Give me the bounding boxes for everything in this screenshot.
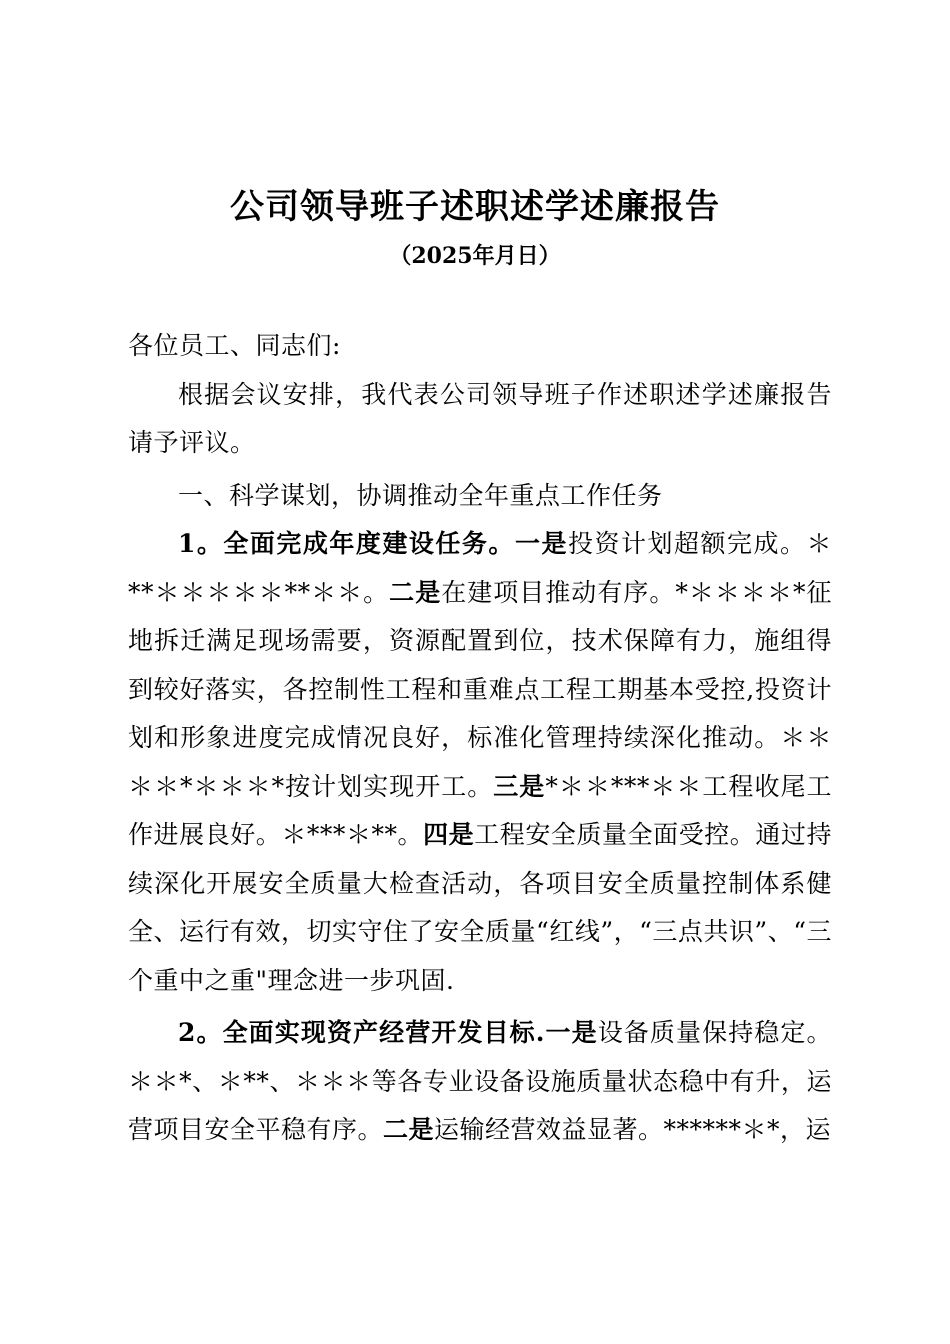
item-1-text-4: 工程安全质量全面受控。通过持续深化开展安全质量大检查活动，各项目安全质量控制体系健全、运行有效，切实守住了安全质量“红线”，“三点共识”、“三个重中之重"理念进一步巩固. xyxy=(128,820,832,995)
section-heading-1: 一、科学谋划，协调推动全年重点工作任务 xyxy=(178,480,663,510)
item-1-lead-1: 一是 xyxy=(514,529,568,558)
item-1-lead-3: 三是 xyxy=(493,771,546,801)
item-1-lead-4: 四是 xyxy=(423,820,475,849)
item-1-lead-2: 二是 xyxy=(389,577,442,607)
paragraph-item-2 xyxy=(128,1009,832,1155)
item-2-lead-2: 二是 xyxy=(383,1115,435,1144)
salutation: 各位员工、同志们: xyxy=(128,331,341,360)
item-2-text-1: 设备质量保持稳定。＊＊*、＊**、＊＊＊等各专业设备设施质量状态稳中有升，运营项目安全平稳有序。 xyxy=(128,1018,832,1144)
document-title: 公司领导班子述职述学述廉报告 xyxy=(230,187,720,227)
item-1-title: 1。全面完成年度建设任务。 xyxy=(178,529,515,558)
item-2-title: 2。全面实现资产经营开发目标. xyxy=(178,1018,545,1047)
item-1-text-2: 在建项目推动有序。*＊＊＊＊*征地拆迁满足现场需要，资源配置到位，技术保障有力，施组得到较好落实，各控制性工程和重难点工程工期基本受控,投资计划和形象进度完成情况良好，标准化管理持续深化推动。＊＊＊＊*＊＊＊*按计划实现开工。 xyxy=(128,577,832,801)
paragraph-item-1 xyxy=(128,520,832,1005)
item-2-text-2: 运输经营效益显著。******＊*，运 xyxy=(434,1115,832,1144)
item-2-lead-1: 一是 xyxy=(544,1018,598,1047)
item-1-text-1: 投资计划超额完成。＊**＊＊＊＊＊**＊＊。 xyxy=(128,529,832,607)
item-1-text-3: *＊＊***＊＊工程收尾工作进展良好。＊***＊**。 xyxy=(128,771,832,849)
intro-paragraph: 根据会议安排，我代表公司领导班子作述职述学述廉报告请予评议。 xyxy=(128,379,832,457)
document-date: （2025年月日） xyxy=(389,243,561,269)
document-body xyxy=(128,322,832,1155)
